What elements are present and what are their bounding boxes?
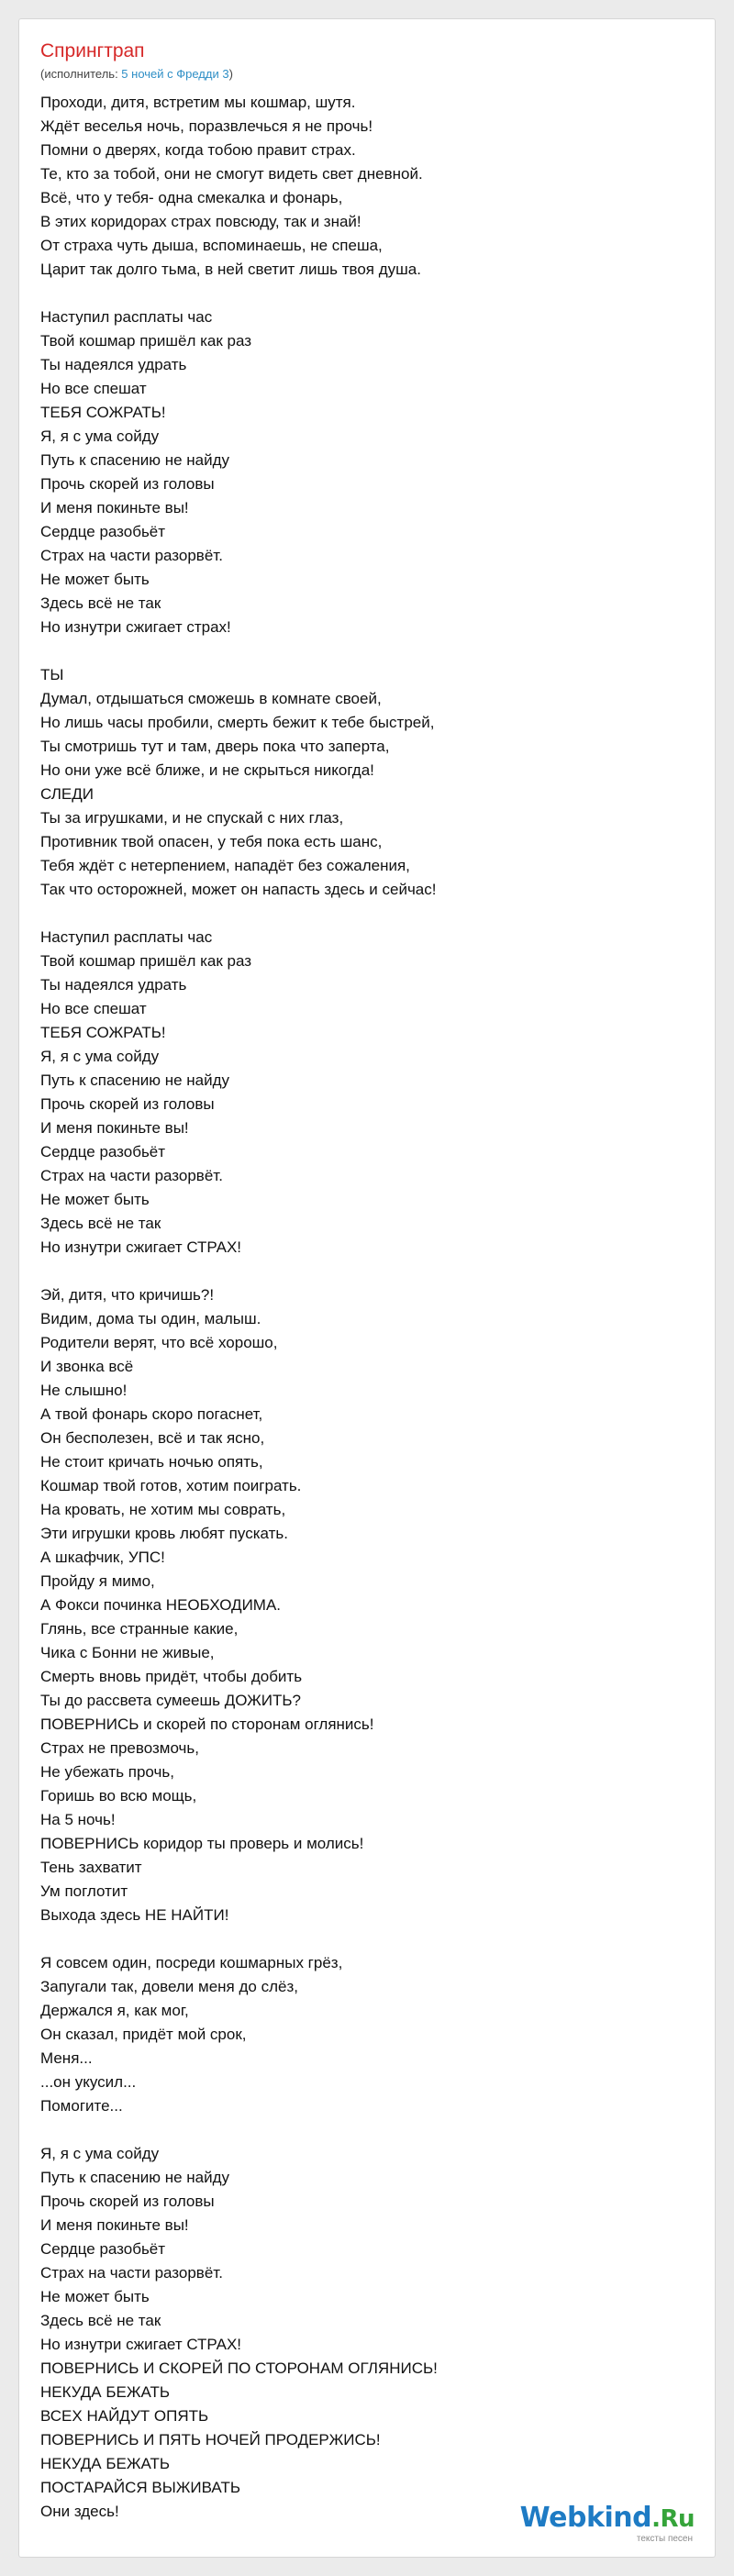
lyric-line: Тень захватит (40, 1859, 142, 1876)
lyric-line: Но изнутри сжигает страх! (40, 618, 231, 636)
lyric-line: Те, кто за тобой, они не смогут видеть свет дневной. (40, 165, 423, 183)
lyric-line: Наступил расплаты час (40, 308, 213, 326)
lyric-line: Не убежать прочь, (40, 1763, 174, 1781)
lyric-line: Ты до рассвета сумеешь ДОЖИТЬ? (40, 1692, 301, 1709)
lyric-line: Прочь скорей из головы (40, 2193, 215, 2210)
lyric-line: СЛЕДИ (40, 785, 94, 803)
artist-prefix: (исполнитель: (40, 67, 122, 81)
lyric-line: Но изнутри сжигает СТРАХ! (40, 1238, 242, 1256)
lyric-line: Он сказал, придёт мой срок, (40, 2026, 247, 2043)
site-logo[interactable] (520, 2504, 695, 2544)
lyric-line: Кошмар твой готов, хотим поиграть. (40, 1477, 302, 1494)
lyric-line: На кровать, не хотим мы соврать, (40, 1501, 286, 1518)
lyric-line: И меня покиньте вы! (40, 1119, 189, 1137)
lyric-line: Ты надеялся удрать (40, 976, 187, 994)
lyric-line: Проходи, дитя, встретим мы кошмар, шутя. (40, 94, 356, 111)
lyric-line: В этих коридорах страх повсюду, так и знай! (40, 213, 361, 230)
lyric-line: Здесь всё не так (40, 1215, 161, 1232)
lyric-line: А шкафчик, УПС! (40, 1549, 165, 1566)
logo-name: Webkind (519, 2502, 652, 2534)
lyric-line: Родители верят, что всё хорошо, (40, 1334, 278, 1351)
lyrics-text (40, 91, 701, 2524)
lyric-line: Путь к спасению не найду (40, 2169, 230, 2186)
lyric-line: Прочь скорей из головы (40, 475, 215, 493)
logo-tld: .Ru (651, 2505, 695, 2533)
lyric-line: Страх не превозмочь, (40, 1739, 199, 1757)
lyric-line: И меня покиньте вы! (40, 499, 189, 516)
lyric-line: ПОСТАРАЙСЯ ВЫЖИВАТЬ (40, 2479, 240, 2496)
stanza-break (40, 2118, 701, 2142)
lyric-line: Противник твой опасен, у тебя пока есть шанс, (40, 833, 383, 850)
lyric-line: А твой фонарь скоро погаснет, (40, 1405, 263, 1423)
lyric-line: Но изнутри сжигает СТРАХ! (40, 2336, 242, 2353)
stanza-break (40, 1927, 701, 1951)
lyric-line: Эти игрушки кровь любят пускать. (40, 1525, 288, 1542)
lyric-line: ПОВЕРНИСЬ коридор ты проверь и молись! (40, 1835, 364, 1852)
lyric-line: Но все спешат (40, 1000, 147, 1017)
lyric-line: Здесь всё не так (40, 594, 161, 612)
stanza-break (40, 282, 701, 305)
lyric-line: Путь к спасению не найду (40, 1071, 230, 1089)
lyric-line: Эй, дитя, что кричишь?! (40, 1286, 215, 1304)
lyric-line: Не стоит кричать ночью опять, (40, 1453, 263, 1471)
artist-line (40, 67, 233, 82)
lyric-line: И звонка всё (40, 1358, 134, 1375)
lyric-line: Видим, дома ты один, малыш. (40, 1310, 261, 1327)
logo-tagline: тексты песен (636, 2534, 693, 2544)
lyric-line: Сердце разобьёт (40, 2240, 166, 2258)
lyric-line: Здесь всё не так (40, 2312, 161, 2329)
lyric-line: Помни о дверях, когда тобою правит страх. (40, 141, 356, 159)
lyric-line: Твой кошмар пришёл как раз (40, 332, 252, 350)
lyric-line: Страх на части разорвёт. (40, 2264, 223, 2282)
lyric-line: НЕКУДА БЕЖАТЬ (40, 2455, 171, 2472)
lyric-line: Держался я, как мог, (40, 2002, 189, 2019)
lyric-line: Запугали так, довели меня до слёз, (40, 1978, 298, 1995)
lyric-line: Всё, что у тебя- одна смекалка и фонарь, (40, 189, 343, 206)
lyric-line: ПОВЕРНИСЬ И СКОРЕЙ ПО СТОРОНАМ ОГЛЯНИСЬ! (40, 2359, 438, 2377)
logo-wordmark (520, 2504, 695, 2532)
lyric-line: ...он укусил... (40, 2073, 137, 2091)
lyric-line: Я, я с ума сойду (40, 427, 160, 445)
lyric-line: Так что осторожней, может он напасть здесь и сейчас! (40, 881, 437, 898)
lyric-line: Тебя ждёт с нетерпением, нападёт без сожаления, (40, 857, 410, 874)
lyric-line: Пройду я мимо, (40, 1572, 155, 1590)
lyric-line: Чика с Бонни не живые, (40, 1644, 215, 1661)
stanza-break (40, 1260, 701, 1283)
lyric-line: Ты за игрушками, и не спускай с них глаз, (40, 809, 344, 827)
lyric-line: На 5 ночь! (40, 1811, 116, 1828)
lyric-line: Не может быть (40, 2288, 150, 2305)
lyric-line: Ум поглотит (40, 1882, 128, 1900)
lyric-line: Смерть вновь придёт, чтобы добить (40, 1668, 303, 1685)
lyric-line: Твой кошмар пришёл как раз (40, 952, 252, 970)
lyric-line: Я, я с ума сойду (40, 2145, 160, 2162)
lyric-line: А Фокси починка НЕОБХОДИМА. (40, 1596, 282, 1614)
lyric-line: Ты надеялся удрать (40, 356, 187, 373)
lyric-line: Путь к спасению не найду (40, 451, 230, 469)
lyric-line: Страх на части разорвёт. (40, 1167, 223, 1184)
lyric-line: ТЕБЯ СОЖРАТЬ! (40, 404, 166, 421)
lyric-line: Прочь скорей из головы (40, 1095, 215, 1113)
lyric-line: Не может быть (40, 571, 150, 588)
artist-suffix: ) (228, 67, 233, 81)
lyrics-card (18, 18, 716, 2558)
lyric-line: Думал, отдышаться сможешь в комнате своей, (40, 690, 382, 707)
lyric-line: Ты смотришь тут и там, дверь пока что заперта, (40, 738, 390, 755)
lyric-line: Выхода здесь НЕ НАЙТИ! (40, 1906, 229, 1924)
lyric-line: Глянь, все странные какие, (40, 1620, 239, 1638)
lyric-line: ТЕБЯ СОЖРАТЬ! (40, 1024, 166, 1041)
lyric-line: ВСЕХ НАЙДУТ ОПЯТЬ (40, 2407, 209, 2425)
lyric-line: Страх на части разорвёт. (40, 547, 223, 564)
lyric-line: ПОВЕРНИСЬ И ПЯТЬ НОЧЕЙ ПРОДЕРЖИСЬ! (40, 2431, 381, 2448)
lyric-line: Не может быть (40, 1191, 150, 1208)
lyric-line: Сердце разобьёт (40, 1143, 166, 1160)
lyric-line: Наступил расплаты час (40, 928, 213, 946)
lyric-line: Сердце разобьёт (40, 523, 166, 540)
lyric-line: Но лишь часы пробили, смерть бежит к тебе быстрей, (40, 714, 435, 731)
lyric-line: Не слышно! (40, 1382, 128, 1399)
song-title: Спрингтрап (40, 40, 145, 61)
lyric-line: Я совсем один, посреди кошмарных грёз, (40, 1954, 343, 1971)
lyric-line: Горишь во всю мощь, (40, 1787, 197, 1804)
lyric-line: Но они уже всё ближе, и не скрыться никогда! (40, 761, 374, 779)
lyric-line: От страха чуть дыша, вспоминаешь, не спеша, (40, 237, 383, 254)
stanza-break (40, 902, 701, 926)
lyric-line: Помогите... (40, 2097, 123, 2115)
stanza-break (40, 639, 701, 663)
lyric-line: ТЫ (40, 666, 64, 683)
lyric-line: Но все спешат (40, 380, 147, 397)
lyric-line: Он бесполезен, всё и так ясно, (40, 1429, 265, 1447)
artist-link[interactable]: 5 ночей с Фредди 3 (121, 67, 229, 81)
lyric-line: ПОВЕРНИСЬ и скорей по сторонам оглянись! (40, 1715, 374, 1733)
lyric-line: Меня... (40, 2049, 93, 2067)
lyric-line: Ждёт веселья ночь, поразвлечься я не прочь! (40, 117, 373, 135)
lyric-line: Я, я с ума сойду (40, 1048, 160, 1065)
lyric-line: И меня покиньте вы! (40, 2216, 189, 2234)
lyric-line: Царит так долго тьма, в ней светит лишь твоя душа. (40, 261, 421, 278)
lyric-line: НЕКУДА БЕЖАТЬ (40, 2383, 171, 2401)
lyric-line: Они здесь! (40, 2503, 119, 2520)
